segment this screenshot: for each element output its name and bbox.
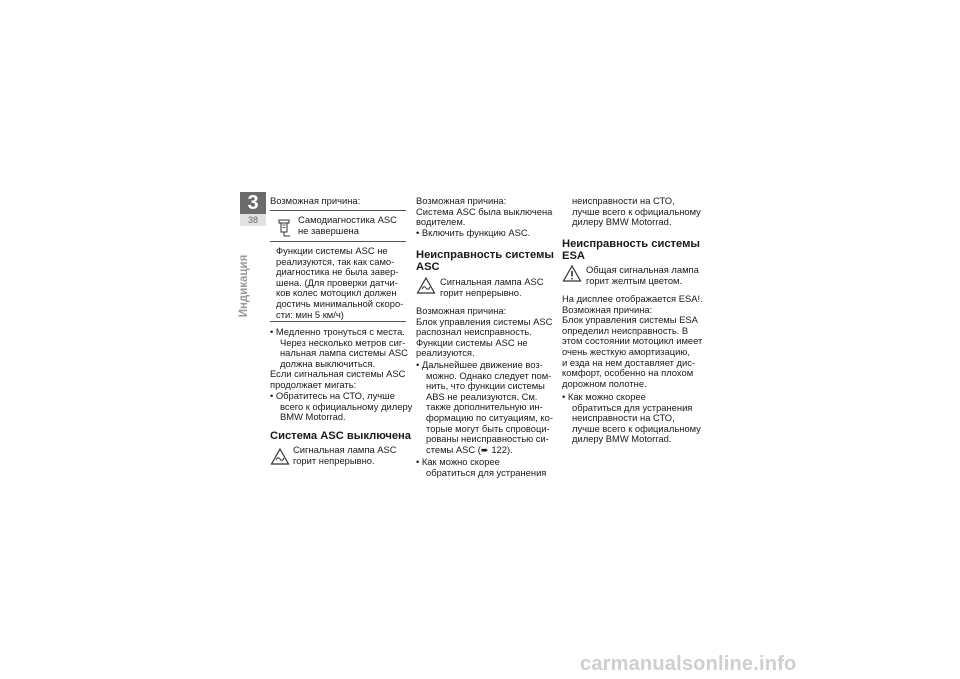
text-line: Функции системы ASC не [416,336,528,348]
box-title-line: не завершена [298,224,359,236]
bullet-line: • Медленно тронуться с места. [270,326,405,337]
text-line: водителем. [416,216,466,228]
col1-heading: Система ASC выключена [270,430,412,442]
bullet-line: обратиться для устранения [572,401,693,413]
text-line: Блок управления системы ASC [416,315,553,327]
heading-line: Неисправность системы [562,238,700,250]
text-line: Возможная причина: [562,303,653,315]
col3-p1 [562,294,703,389]
col2-bullet-1: • Включить функцию ASC. [416,227,531,238]
divider [270,210,406,211]
bullet-line: стемы ASC (➨ 122). [426,443,513,455]
col3-heading [562,238,700,262]
bullet-line: обратиться для устранения [426,466,547,478]
text-line: Возможная причина: [416,195,507,206]
text-line: ков колес мотоцикл должен [276,287,397,299]
text-line: На дисплее отображается ESA!. [562,293,703,304]
col1-box-title [298,215,397,236]
col2-bullet-3 [416,457,546,478]
text-line: реализуются. [416,347,475,359]
bullet-line: лучше всего к официальному [572,422,701,434]
text-line: диагностика не была завер- [276,266,399,278]
text-line: горит желтым цветом. [586,274,683,286]
col2-bullet-2 [416,360,553,455]
bullet-line: можно. Однако следует пом- [426,369,552,381]
bullet-line: рованы неисправностью си- [426,433,549,445]
col2-p1 [416,196,552,228]
heading-line: ASC [416,261,440,273]
text-line: продолжает мигать: [270,378,357,390]
text-line: комфорт, особенно на плохом [562,367,694,379]
divider [270,241,406,242]
text-line: достичь минимальной скоро- [276,297,404,309]
text-line: лучше всего к официальному [572,205,701,217]
col3-icon-text [586,265,699,286]
text-line: шена. (Для проверки датчи- [276,276,398,288]
text-line: очень жесткую амортизацию, [562,345,690,357]
bullet-line: BMW Motorrad. [280,411,346,423]
col2-icon-text [440,277,544,298]
text-line: Сигнальная лампа ASC [440,276,544,287]
side-label-text: Индикация [237,254,250,318]
bullet-line: • Дальнейшее движение воз- [416,359,543,370]
bullet-line: • Как можно скорее [562,391,646,402]
bullet-line: неисправности на СТО, [572,412,675,424]
side-label [231,236,256,336]
bullet-line: также дополнительную ин- [426,401,543,413]
warning-triangle-icon [416,276,436,301]
asc-selfcheck-icon [276,218,296,243]
bullet-line: нальная лампа системы ASC [280,347,408,359]
warning-triangle-icon [270,447,290,472]
text-line: Блок управления системы ESA [562,314,698,326]
col2-p2 [416,306,552,359]
box-title-line: Самодиагностика ASC [298,214,397,225]
text-line: Если сигнальная системы ASC [270,368,406,379]
text-line: горит непрерывно. [293,454,375,466]
bullet-line: • Как можно скорее [416,456,500,467]
text-line: горит непрерывно. [440,286,522,298]
col3-continuation [562,196,701,228]
divider [270,321,406,322]
chapter-number: 3 [240,192,266,214]
bullet-line: должна выключиться. [280,357,376,369]
col1-after [270,369,405,390]
bullet-line: формацию по ситуациям, ко- [426,411,553,423]
watermark: carmanualsonline.info [580,653,797,675]
bullet-line: ABS не реализуются. См. [426,390,538,402]
text-line: и езда на нем доставляет дис- [562,356,696,368]
text-line: Система ASC была выключена [416,205,553,217]
bullet-line: нить, что функции системы [426,380,545,392]
heading-line: Неисправность системы [416,249,554,261]
text-line: этом состоянии мотоцикл имеет [562,335,703,347]
text-line: сти: мин 5 км/ч) [276,308,344,320]
col2-heading [416,249,554,273]
text-line: дилеру BMW Motorrad. [572,216,672,228]
bullet-line: Через несколько метров сиг- [280,336,406,348]
bullet-line: торые могут быть спровоци- [426,422,550,434]
col1-icon-text [293,445,397,466]
warning-triangle-icon [562,264,582,289]
bullet-line: • Обратитесь на СТО, лучше [270,390,395,401]
heading-line: ESA [562,250,586,262]
text-line: определил неисправность. В [562,324,689,336]
col1-box-body [276,246,403,320]
col3-bullet-1 [562,392,701,445]
text-line: Возможная причина: [416,305,507,316]
col1-bullet-1 [270,327,408,369]
bullet-line: дилеру BMW Motorrad. [572,433,672,445]
text-line: неисправности на СТО, [572,195,675,206]
text-line: Общая сигнальная лампа [586,264,699,275]
col1-bullet-2 [270,391,412,423]
text-line: Сигнальная лампа ASC [293,444,397,455]
text-line: реализуются, так как само- [276,255,395,267]
text-line: распознал неисправность. [416,326,532,338]
page-number: 38 [240,214,266,226]
text-line: Функции системы ASC не [276,245,388,256]
text-line: дорожном полотне. [562,377,647,389]
col1-intro: Возможная причина: [270,195,361,206]
bullet-line: всего к официальному дилеру [280,400,413,412]
